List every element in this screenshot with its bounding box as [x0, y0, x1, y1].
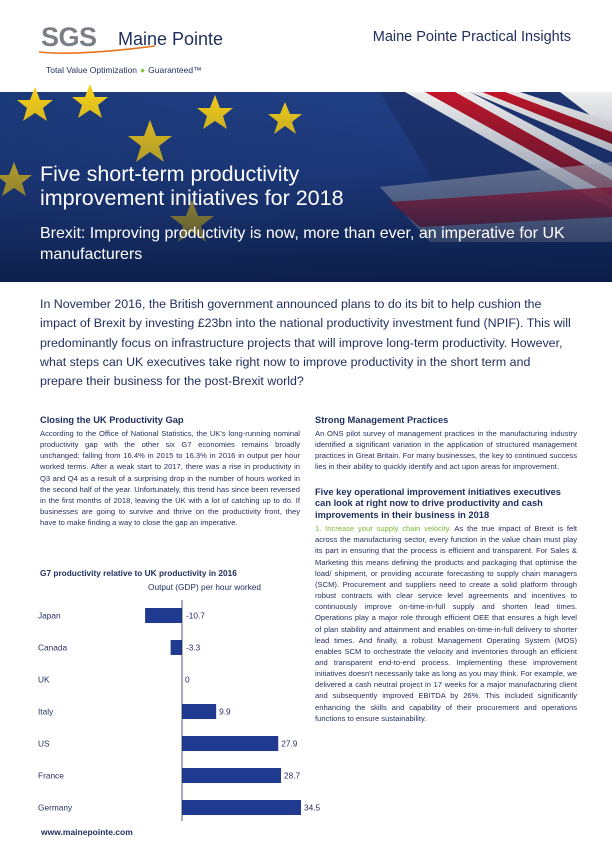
chart-category-label-uk: UK [38, 674, 50, 685]
management-practices-text: An ONS pilot survey of management practices in the manufacturing industry identified a significant variation in the application of structured management practices in Great Britain. For many businesses, the key to continued success lies in their ability to quickly identify and act upon areas for improvement. [315, 429, 577, 472]
chart-value-label-japan: -10.7 [186, 610, 205, 621]
chart-bar-japan [145, 608, 182, 623]
tagline [46, 65, 202, 75]
left-column [40, 415, 300, 528]
chart-value-label-canada: -3.3 [186, 642, 201, 653]
chart-value-label-germany: 34.5 [304, 802, 321, 813]
initiative-1-text [315, 523, 577, 724]
sgs-maine-pointe-logo [41, 22, 241, 62]
productivity-gap-text: According to the Office of National Statistics, the UK's long-running nominal productivity gap with the other six G7 economies remains broadly unchanged: falling from 16.4% in 2015 to 16.3% in 2016 in output per hour worked terms. After a weak start to 2017, there was a rise in productivity in Q3 and Q4 as a result of a surprising drop in the number of hours worked in the second half of the year. Unfortunately, this trend has since been reversed in the first months of 2018, leaving the UK with a lot of catching up to do. If businesses are going to survive and thrive on the productivity front, they have to make finding a way to close the gap an imperative. [40, 429, 300, 528]
chart-category-label-italy: Italy [38, 706, 54, 717]
bullet-dot-icon: ● [140, 65, 146, 75]
chart-value-label-france: 28.7 [284, 770, 301, 781]
tagline-right: Guaranteed™ [148, 65, 202, 75]
section-heading-initiatives: Five key operational improvement initiatives executives can look at right now to drive productivity and cash improvements in their business in 2018 [315, 486, 561, 520]
chart-bar-germany [182, 800, 301, 815]
page-title-line2: improvement initiatives for 2018 [40, 186, 344, 210]
productivity-bar-chart [30, 578, 321, 813]
chart-value-label-uk: 0 [185, 674, 190, 685]
page-title [40, 162, 344, 210]
chart-bar-canada [171, 640, 182, 655]
initiative-1-lead: 1. Increase your supply chain velocity. [315, 524, 452, 534]
chart-category-label-france: France [38, 770, 64, 781]
chart-category-label-germany: Germany [38, 802, 73, 813]
chart-value-label-italy: 9.9 [219, 706, 231, 717]
logo-name-text: Maine Pointe [118, 29, 224, 49]
chart-bar-france [182, 768, 281, 783]
logo-sgs-text: SGS [41, 22, 97, 52]
page-subtitle: Brexit: Improving productivity is now, more than ever, an imperative for UK manufacturers [40, 225, 565, 263]
chart-category-label-us: US [38, 738, 50, 749]
hero-banner [0, 92, 612, 282]
section-heading-productivity-gap: Closing the UK Productivity Gap [40, 415, 184, 425]
initiative-1-body: As the true impact of Brexit is felt across the manufacturing sector, every function in the value chain must play its part in ensuring that the process is efficient and transparent. For Sales & Marketing this means defining the products and packaging that optimise the load/ shipment, or providing accurate forecasting to supply chain managers (SCM). Procurement and suppliers need to create a solid platform through robust contracts with clear service level agreements and incentives to continuously improve on-time-in-full supply and shorten lead times. Operations play a major role through efficient OEE that ensures a high level of plan stability and attainment and enables on-time-in-full delivery to shorter lead times. And finally, a robust Management Operating System (MOS) enables SCM to orchestrate the velocity and inventories through an efficient and transparent end-to-end process. Implementing these improvement initiatives doesn't necessarily take as long as you may think. For example, we delivered a cash neutral project in 17 weeks for a major manufacturing client and subsequently improved EBITDA by 26%. This included significantly enhancing the skills and capability of their procurement and operations functions to ensure sustainability. [315, 524, 577, 723]
chart-category-label-canada: Canada [38, 642, 68, 653]
chart-value-label-us: 27.9 [281, 738, 298, 749]
chart-title: G7 productivity relative to UK productivity in 2016 [40, 568, 237, 578]
chart-bar-us [182, 736, 278, 751]
chart-bar-italy [182, 704, 216, 719]
right-column [315, 415, 577, 724]
chart-category-label-japan: Japan [38, 610, 61, 621]
section-heading-management: Strong Management Practices [315, 415, 449, 425]
website-link[interactable]: www.mainepointe.com [41, 827, 133, 837]
series-title: Maine Pointe Practical Insights [372, 29, 571, 45]
page-title-line1: Five short-term productivity [40, 162, 300, 186]
chart-axis-label: Output (GDP) per hour worked [148, 582, 261, 592]
intro-paragraph: In November 2016, the British government announced plans to do its bit to help cushion the impact of Brexit by investing £23bn into the national productivity investment fund (NPIF). This will predominantly focus on infrastructure projects that will improve long-term productivity. However, what steps can UK executives take right now to improve productivity in the short term and prepare their business for the post-Brexit world? [40, 297, 571, 389]
tagline-left: Total Value Optimization [46, 65, 138, 75]
page-header [0, 0, 612, 92]
